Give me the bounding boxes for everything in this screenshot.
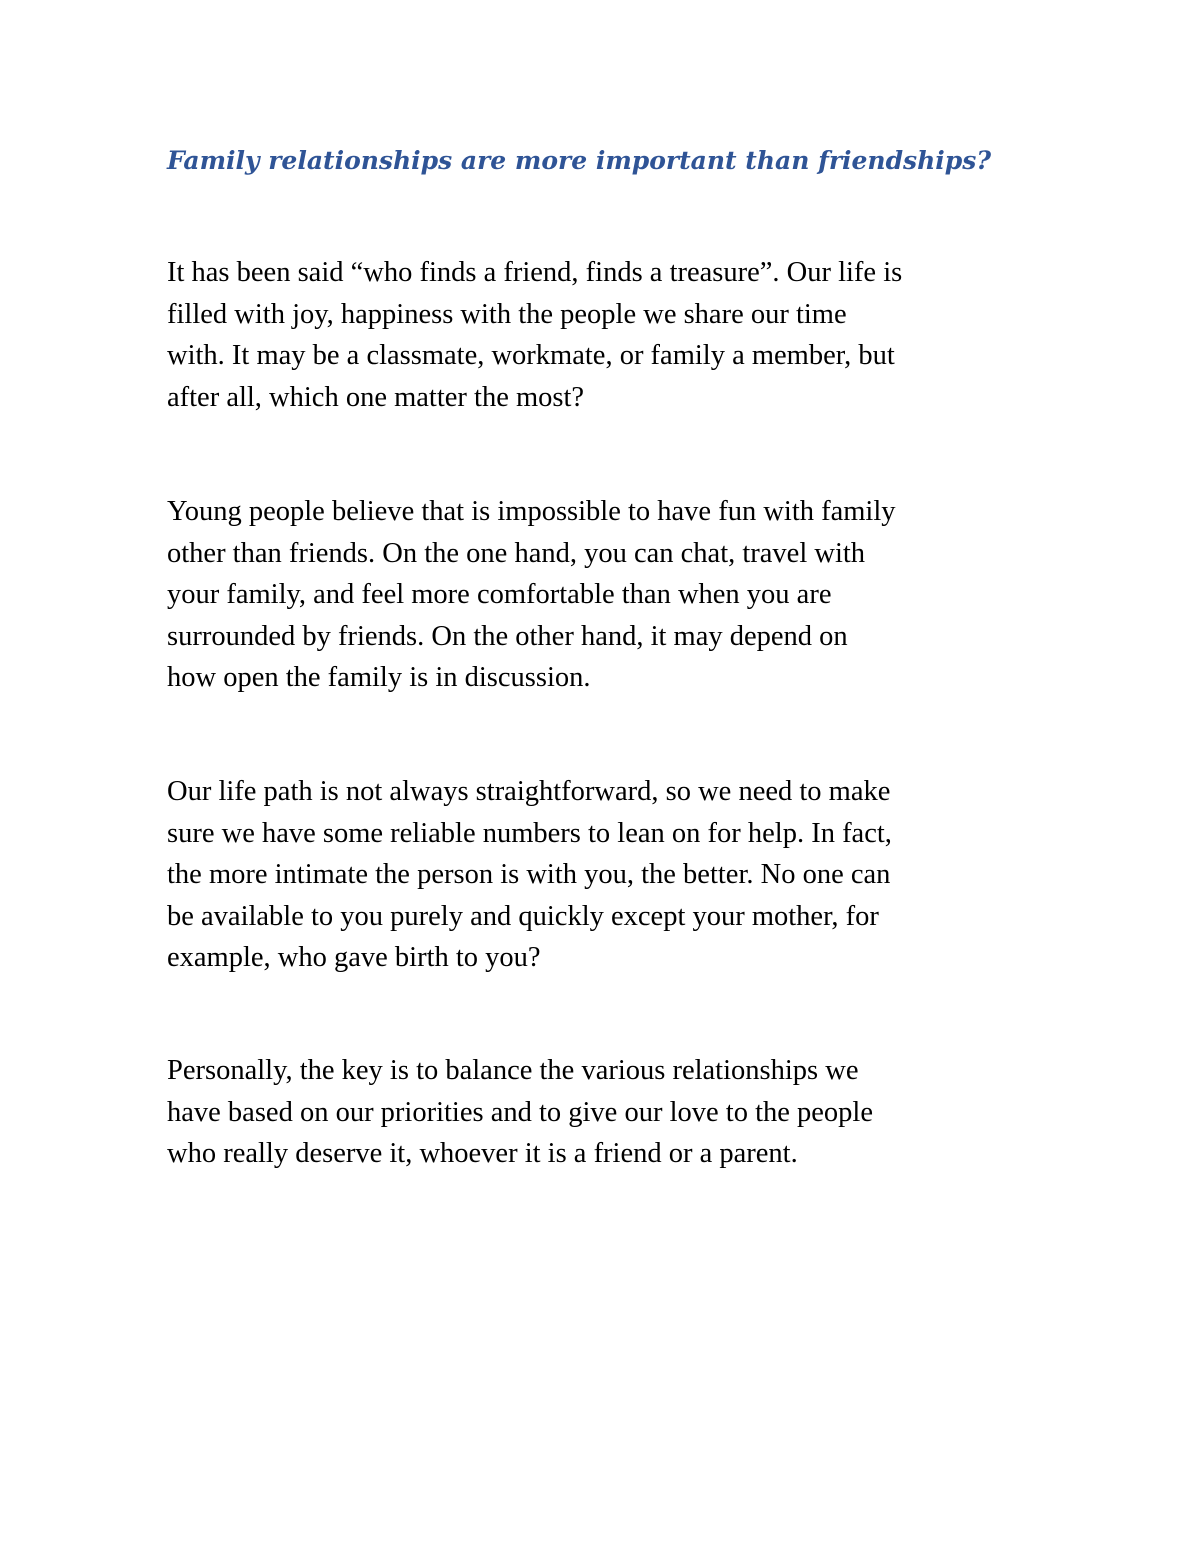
paragraph-line: surrounded by friends. On the other hand, it may depend on	[167, 620, 848, 652]
paragraph-line: example, who gave birth to you?	[167, 942, 541, 973]
paragraph-3	[167, 771, 1047, 979]
paragraph-line: after all, which one matter the most?	[167, 381, 585, 413]
paragraph-line: who really deserve it, whoever it is a friend or a parent.	[167, 1138, 798, 1169]
paragraph-1	[167, 252, 1047, 418]
paragraph-line: the more intimate the person is with you, the better. No one can	[167, 859, 891, 890]
paragraph-line: how open the family is in discussion.	[167, 662, 591, 693]
paragraph-line: with. It may be a classmate, workmate, or family a member, but	[167, 340, 895, 371]
paragraph-line: sure we have some reliable numbers to lean on for help. In fact,	[167, 817, 892, 849]
document-title: Family relationships are more important than friendships?	[167, 146, 992, 175]
paragraph-line: have based on our priorities and to give our love to the people	[167, 1096, 873, 1128]
paragraph-line: Young people believe that is impossible to have fun with family	[167, 496, 896, 527]
paragraph-line: other than friends. On the one hand, you can chat, travel with	[167, 537, 866, 569]
paragraph-line: your family, and feel more comfortable than when you are	[167, 579, 832, 610]
paragraph-2	[167, 491, 1047, 699]
paragraph-4	[167, 1050, 1047, 1175]
paragraph-line: filled with joy, happiness with the people we share our time	[167, 298, 847, 330]
paragraph-line: be available to you purely and quickly except your mother, for	[167, 900, 879, 932]
paragraph-line: It has been said “who finds a friend, finds a treasure”. Our life is	[167, 257, 903, 288]
paragraph-line: Our life path is not always straightforward, so we need to make	[167, 776, 891, 807]
paragraph-line: Personally, the key is to balance the various relationships we	[167, 1055, 859, 1086]
